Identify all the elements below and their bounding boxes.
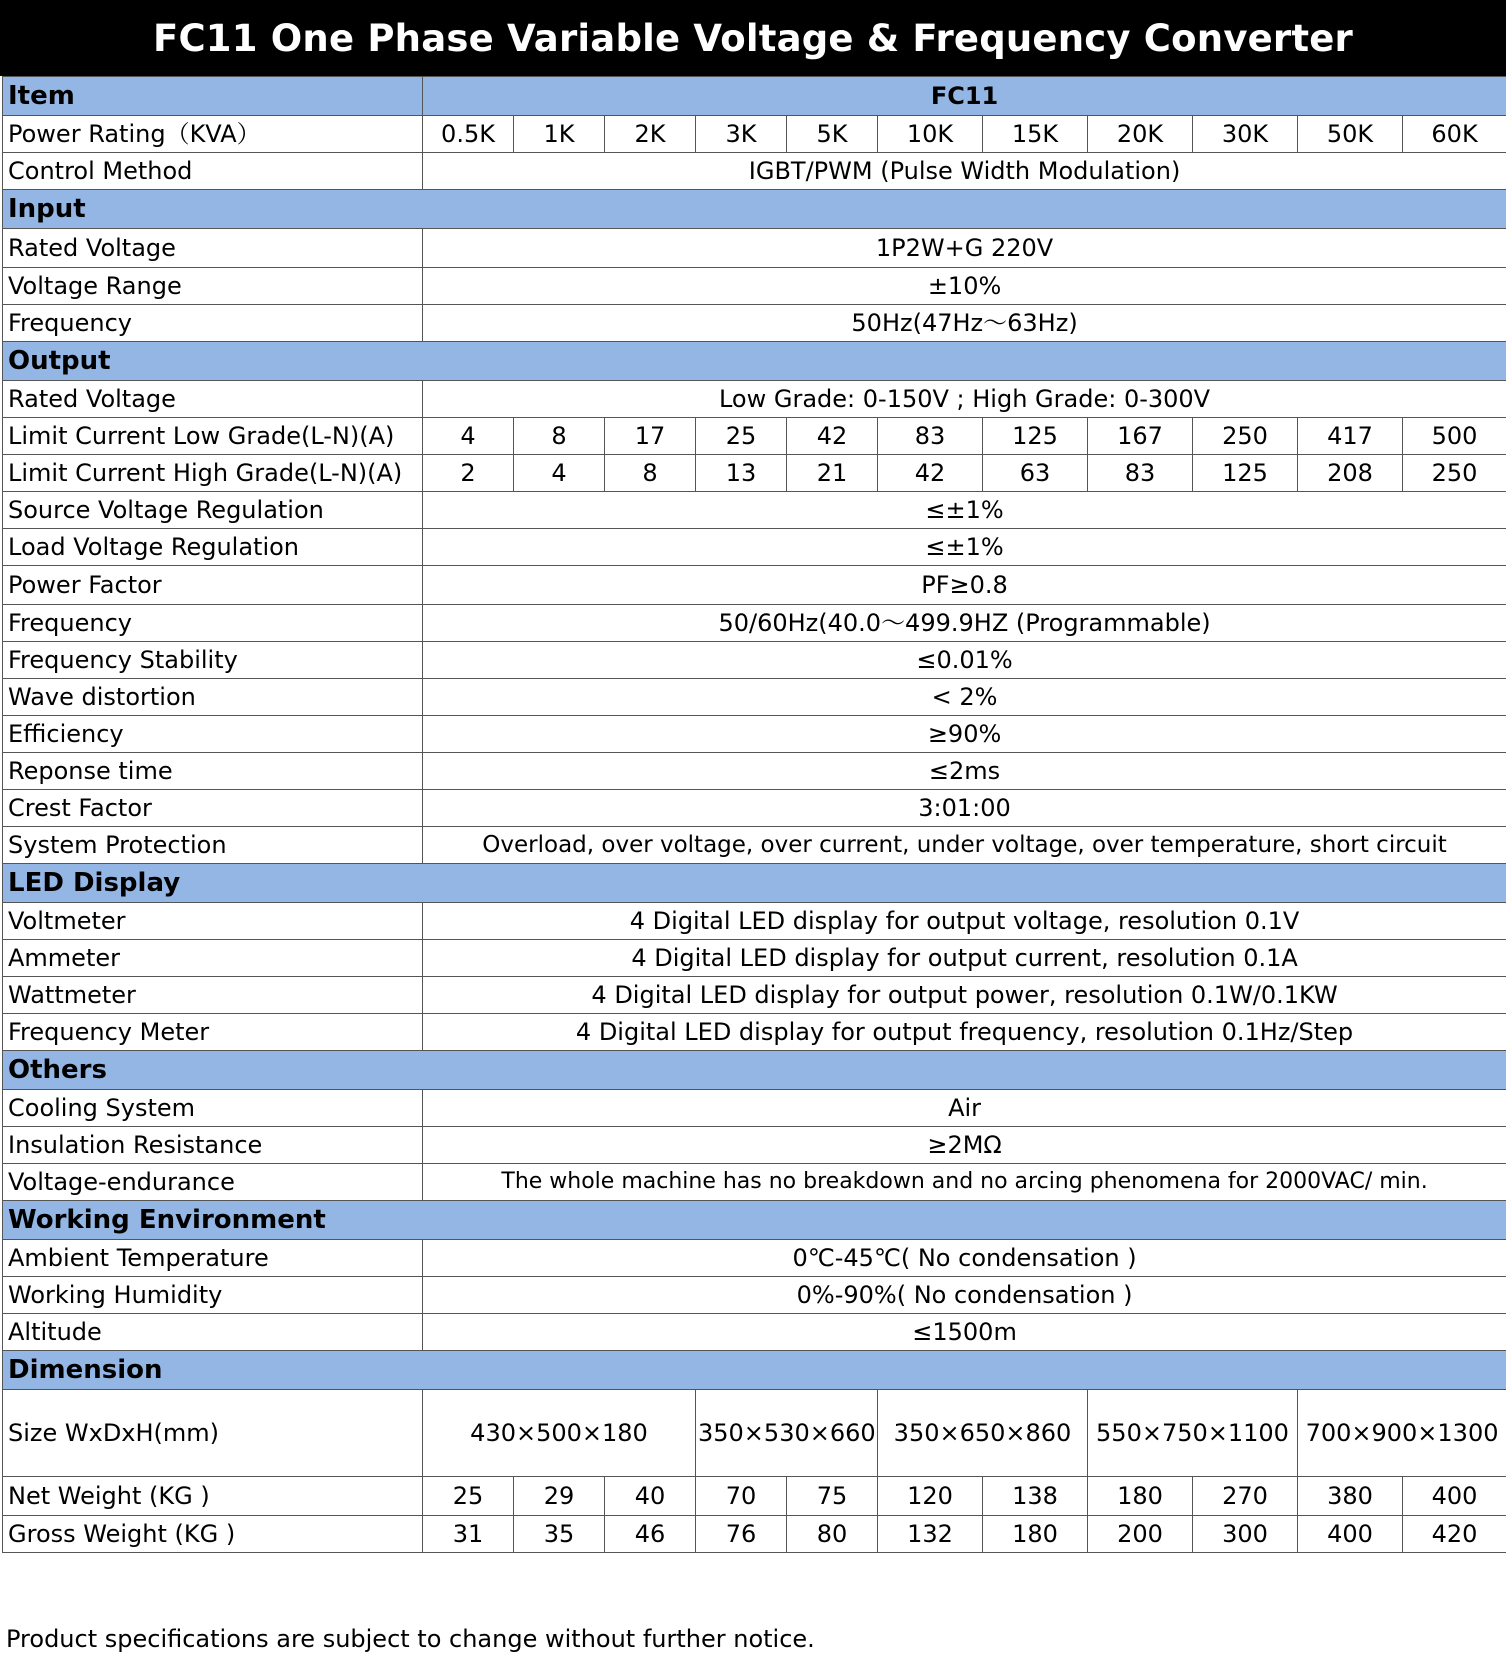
load-regulation-row (3, 529, 1506, 566)
power-rating-value: 10K (878, 116, 983, 153)
power-rating-value: 50K (1298, 116, 1403, 153)
endurance-label: Voltage-endurance (3, 1164, 423, 1201)
gross-weight-label: Gross Weight (KG ) (3, 1516, 423, 1553)
limit-current-high-value: 13 (696, 455, 787, 492)
source-regulation-row (3, 492, 1506, 529)
limit-current-low-value: 83 (878, 418, 983, 455)
frequency-stability-row (3, 642, 1506, 679)
gross-weight-value: 180 (983, 1516, 1088, 1553)
altitude-row (3, 1314, 1506, 1351)
efficiency-value: ≥90% (423, 716, 1506, 753)
section-environment (3, 1201, 1506, 1240)
net-weight-value: 25 (423, 1477, 514, 1516)
power-factor-label: Power Factor (3, 566, 423, 605)
item-header: Item (3, 77, 423, 116)
ambient-value: 0℃-45℃( No condensation ) (423, 1240, 1506, 1277)
section-led-display-label: LED Display (3, 864, 1506, 903)
endurance-row (3, 1164, 1506, 1201)
sheet-title: FC11 One Phase Variable Voltage & Frequency Converter (0, 0, 1506, 76)
limit-current-high-value: 250 (1403, 455, 1506, 492)
output-rated-voltage-value: Low Grade: 0-150V ; High Grade: 0-300V (423, 381, 1506, 418)
power-rating-label: Power Rating（KVA） (3, 116, 423, 153)
limit-current-low-value: 167 (1088, 418, 1193, 455)
spec-table (2, 76, 1506, 1553)
gross-weight-row (3, 1516, 1506, 1553)
power-rating-value: 15K (983, 116, 1088, 153)
gross-weight-value: 400 (1298, 1516, 1403, 1553)
voltmeter-value: 4 Digital LED display for output voltage, resolution 0.1V (423, 903, 1506, 940)
limit-current-high-value: 2 (423, 455, 514, 492)
voltmeter-row (3, 903, 1506, 940)
response-time-row (3, 753, 1506, 790)
humidity-value: 0%-90%( No condensation ) (423, 1277, 1506, 1314)
power-rating-value: 1K (514, 116, 605, 153)
limit-current-low-value: 8 (514, 418, 605, 455)
input-voltage-range-row (3, 268, 1506, 305)
control-method-row (3, 153, 1506, 190)
input-rated-voltage-row (3, 229, 1506, 268)
section-dimension (3, 1351, 1506, 1390)
section-dimension-label: Dimension (3, 1351, 1506, 1390)
voltmeter-label: Voltmeter (3, 903, 423, 940)
limit-current-low-value: 500 (1403, 418, 1506, 455)
power-rating-value: 3K (696, 116, 787, 153)
gross-weight-value: 46 (605, 1516, 696, 1553)
control-method-label: Control Method (3, 153, 423, 190)
section-others-label: Others (3, 1051, 1506, 1090)
gross-weight-value: 200 (1088, 1516, 1193, 1553)
cooling-label: Cooling System (3, 1090, 423, 1127)
ambient-label: Ambient Temperature (3, 1240, 423, 1277)
section-led-display (3, 864, 1506, 903)
section-output (3, 342, 1506, 381)
limit-current-low-value: 25 (696, 418, 787, 455)
load-regulation-value: ≤±1% (423, 529, 1506, 566)
ambient-row (3, 1240, 1506, 1277)
power-rating-value: 20K (1088, 116, 1193, 153)
wattmeter-row (3, 977, 1506, 1014)
endurance-value: The whole machine has no breakdown and no arcing phenomena for 2000VAC/ min. (423, 1164, 1506, 1201)
net-weight-value: 40 (605, 1477, 696, 1516)
efficiency-label: Efficiency (3, 716, 423, 753)
gross-weight-value: 35 (514, 1516, 605, 1553)
gross-weight-value: 132 (878, 1516, 983, 1553)
size-value: 350×530×660 (696, 1390, 878, 1477)
limit-current-high-value: 83 (1088, 455, 1193, 492)
net-weight-value: 380 (1298, 1477, 1403, 1516)
limit-current-low-value: 417 (1298, 418, 1403, 455)
section-output-label: Output (3, 342, 1506, 381)
ammeter-label: Ammeter (3, 940, 423, 977)
power-rating-row (3, 116, 1506, 153)
net-weight-value: 75 (787, 1477, 878, 1516)
cooling-row (3, 1090, 1506, 1127)
power-rating-value: 0.5K (423, 116, 514, 153)
system-protection-label: System Protection (3, 827, 423, 864)
input-rated-voltage-label: Rated Voltage (3, 229, 423, 268)
cooling-value: Air (423, 1090, 1506, 1127)
gross-weight-value: 300 (1193, 1516, 1298, 1553)
humidity-row (3, 1277, 1506, 1314)
output-frequency-value: 50/60Hz(40.0～499.9HZ (Programmable) (423, 605, 1506, 642)
size-row (3, 1390, 1506, 1477)
frequency-stability-label: Frequency Stability (3, 642, 423, 679)
limit-current-high-value: 63 (983, 455, 1088, 492)
footnote: Product specifications are subject to change without further notice. (6, 1625, 815, 1653)
humidity-label: Working Humidity (3, 1277, 423, 1314)
limit-current-low-value: 125 (983, 418, 1088, 455)
crest-factor-row (3, 790, 1506, 827)
size-value: 350×650×860 (878, 1390, 1088, 1477)
source-regulation-label: Source Voltage Regulation (3, 492, 423, 529)
limit-current-high-value: 125 (1193, 455, 1298, 492)
limit-current-high-value: 42 (878, 455, 983, 492)
crest-factor-value: 3:01:00 (423, 790, 1506, 827)
frequency-meter-row (3, 1014, 1506, 1051)
net-weight-row (3, 1477, 1506, 1516)
output-rated-voltage-label: Rated Voltage (3, 381, 423, 418)
frequency-meter-value: 4 Digital LED display for output frequency, resolution 0.1Hz/Step (423, 1014, 1506, 1051)
size-label: Size WxDxH(mm) (3, 1390, 423, 1477)
ammeter-row (3, 940, 1506, 977)
power-rating-value: 5K (787, 116, 878, 153)
output-rated-voltage-row (3, 381, 1506, 418)
system-protection-value: Overload, over voltage, over current, under voltage, over temperature, short circuit (423, 827, 1506, 864)
input-frequency-label: Frequency (3, 305, 423, 342)
input-voltage-range-label: Voltage Range (3, 268, 423, 305)
size-value: 550×750×1100 (1088, 1390, 1298, 1477)
output-frequency-label: Frequency (3, 605, 423, 642)
limit-current-high-label: Limit Current High Grade(L-N)(A) (3, 455, 423, 492)
size-value: 700×900×1300 (1298, 1390, 1506, 1477)
net-weight-value: 70 (696, 1477, 787, 1516)
gross-weight-value: 80 (787, 1516, 878, 1553)
load-regulation-label: Load Voltage Regulation (3, 529, 423, 566)
section-input-label: Input (3, 190, 1506, 229)
wattmeter-value: 4 Digital LED display for output power, resolution 0.1W/0.1KW (423, 977, 1506, 1014)
insulation-row (3, 1127, 1506, 1164)
input-rated-voltage-value: 1P2W+G 220V (423, 229, 1506, 268)
crest-factor-label: Crest Factor (3, 790, 423, 827)
limit-current-high-row (3, 455, 1506, 492)
limit-current-high-value: 4 (514, 455, 605, 492)
limit-current-low-value: 42 (787, 418, 878, 455)
insulation-label: Insulation Resistance (3, 1127, 423, 1164)
response-time-value: ≤2ms (423, 753, 1506, 790)
net-weight-value: 400 (1403, 1477, 1506, 1516)
frequency-stability-value: ≤0.01% (423, 642, 1506, 679)
limit-current-high-value: 8 (605, 455, 696, 492)
model-header: FC11 (423, 77, 1506, 116)
net-weight-value: 120 (878, 1477, 983, 1516)
power-rating-value: 2K (605, 116, 696, 153)
section-others (3, 1051, 1506, 1090)
output-frequency-row (3, 605, 1506, 642)
wattmeter-label: Wattmeter (3, 977, 423, 1014)
section-input (3, 190, 1506, 229)
gross-weight-value: 76 (696, 1516, 787, 1553)
source-regulation-value: ≤±1% (423, 492, 1506, 529)
response-time-label: Reponse time (3, 753, 423, 790)
section-environment-label: Working Environment (3, 1201, 1506, 1240)
control-method-value: IGBT/PWM (Pulse Width Modulation) (423, 153, 1506, 190)
limit-current-low-value: 250 (1193, 418, 1298, 455)
net-weight-value: 29 (514, 1477, 605, 1516)
gross-weight-value: 31 (423, 1516, 514, 1553)
header-row (3, 77, 1506, 116)
wave-distortion-label: Wave distortion (3, 679, 423, 716)
power-factor-value: PF≥0.8 (423, 566, 1506, 605)
input-voltage-range-value: ±10% (423, 268, 1506, 305)
limit-current-low-value: 4 (423, 418, 514, 455)
power-rating-value: 30K (1193, 116, 1298, 153)
net-weight-label: Net Weight (KG ) (3, 1477, 423, 1516)
limit-current-low-label: Limit Current Low Grade(L-N)(A) (3, 418, 423, 455)
limit-current-low-value: 17 (605, 418, 696, 455)
frequency-meter-label: Frequency Meter (3, 1014, 423, 1051)
limit-current-high-value: 208 (1298, 455, 1403, 492)
ammeter-value: 4 Digital LED display for output current, resolution 0.1A (423, 940, 1506, 977)
net-weight-value: 270 (1193, 1477, 1298, 1516)
wave-distortion-row (3, 679, 1506, 716)
input-frequency-value: 50Hz(47Hz～63Hz) (423, 305, 1506, 342)
insulation-value: ≥2MΩ (423, 1127, 1506, 1164)
altitude-value: ≤1500m (423, 1314, 1506, 1351)
wave-distortion-value: < 2% (423, 679, 1506, 716)
power-rating-value: 60K (1403, 116, 1506, 153)
size-value: 430×500×180 (423, 1390, 696, 1477)
altitude-label: Altitude (3, 1314, 423, 1351)
efficiency-row (3, 716, 1506, 753)
power-factor-row (3, 566, 1506, 605)
net-weight-value: 180 (1088, 1477, 1193, 1516)
gross-weight-value: 420 (1403, 1516, 1506, 1553)
system-protection-row (3, 827, 1506, 864)
limit-current-low-row (3, 418, 1506, 455)
net-weight-value: 138 (983, 1477, 1088, 1516)
input-frequency-row (3, 305, 1506, 342)
limit-current-high-value: 21 (787, 455, 878, 492)
